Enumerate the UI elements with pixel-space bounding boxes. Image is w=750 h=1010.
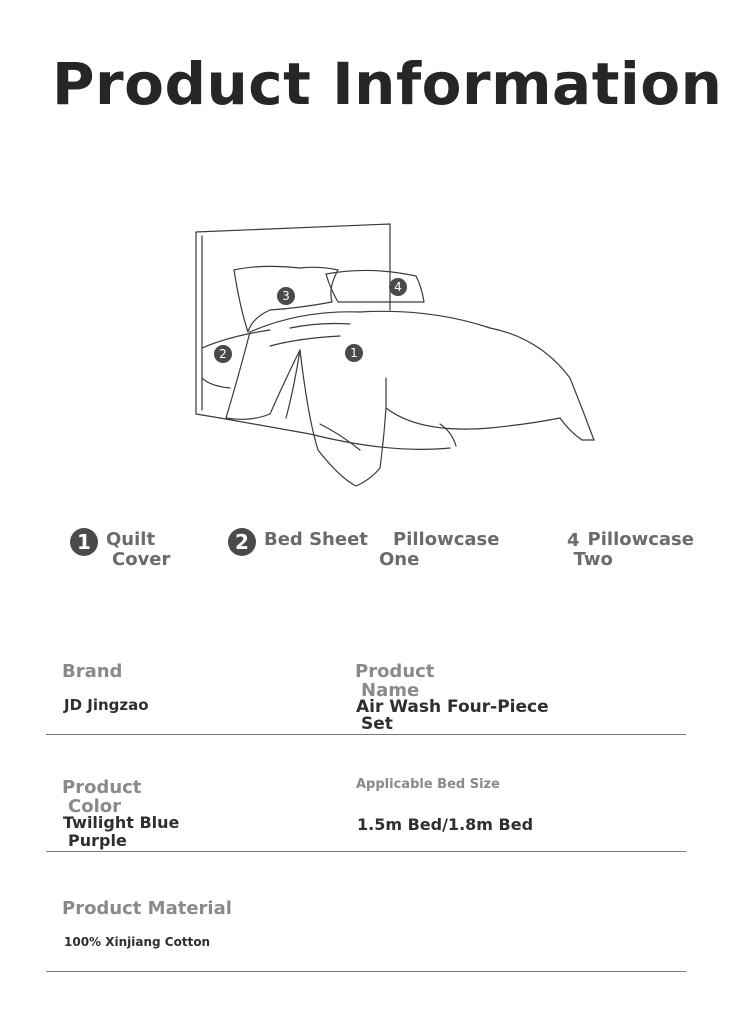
marker-3: 3 [282, 289, 290, 303]
marker-2: 2 [219, 347, 227, 361]
row-divider [46, 971, 686, 972]
legend-label: Bed Sheet [264, 529, 368, 550]
value-line2: Purple [68, 831, 127, 850]
brand-value: JD Jingzao [64, 696, 149, 714]
bed-size-value: 1.5m Bed/1.8m Bed [357, 815, 534, 834]
number-1-badge: 1 [70, 528, 98, 556]
material-label: Product Material [62, 898, 232, 919]
legend-label-line2: One [379, 549, 420, 570]
product-name-label [355, 662, 434, 700]
row-divider [46, 851, 686, 852]
label-line1: Product [62, 777, 142, 798]
bed-illustration [190, 218, 600, 498]
marker-4: 4 [394, 280, 402, 294]
product-color-value [63, 814, 179, 849]
brand-label: Brand [62, 661, 123, 682]
legend-label: Quilt [106, 529, 156, 550]
value-line1: Twilight Blue [63, 813, 180, 832]
legend-label: Pillowcase [393, 529, 500, 550]
legend-quilt-cover [70, 530, 170, 570]
label-line2: Color [68, 796, 121, 817]
legend-label-line2: Two [573, 549, 613, 570]
label-line1: Product [355, 661, 435, 682]
label-line2: Name [361, 680, 420, 701]
product-color-label [62, 778, 141, 816]
legend-label-line2: Cover [112, 549, 171, 570]
product-name-value [356, 699, 549, 733]
value-line1: Air Wash Four-Piece [356, 697, 549, 717]
row-divider [46, 734, 686, 735]
material-value: 100% Xinjiang Cotton [64, 935, 211, 949]
page-title: Product Information [52, 50, 723, 118]
legend-pillowcase-one [379, 529, 500, 570]
bed-size-label: Applicable Bed Size [356, 777, 500, 792]
legend-pillowcase-two [567, 530, 694, 570]
number-4-label: 4 [567, 530, 580, 551]
marker-1: 1 [350, 346, 358, 360]
number-2-badge: 2 [228, 528, 256, 556]
value-line2: Set [361, 714, 393, 734]
legend-bed-sheet [228, 530, 368, 556]
legend-label: Pillowcase [587, 529, 694, 550]
